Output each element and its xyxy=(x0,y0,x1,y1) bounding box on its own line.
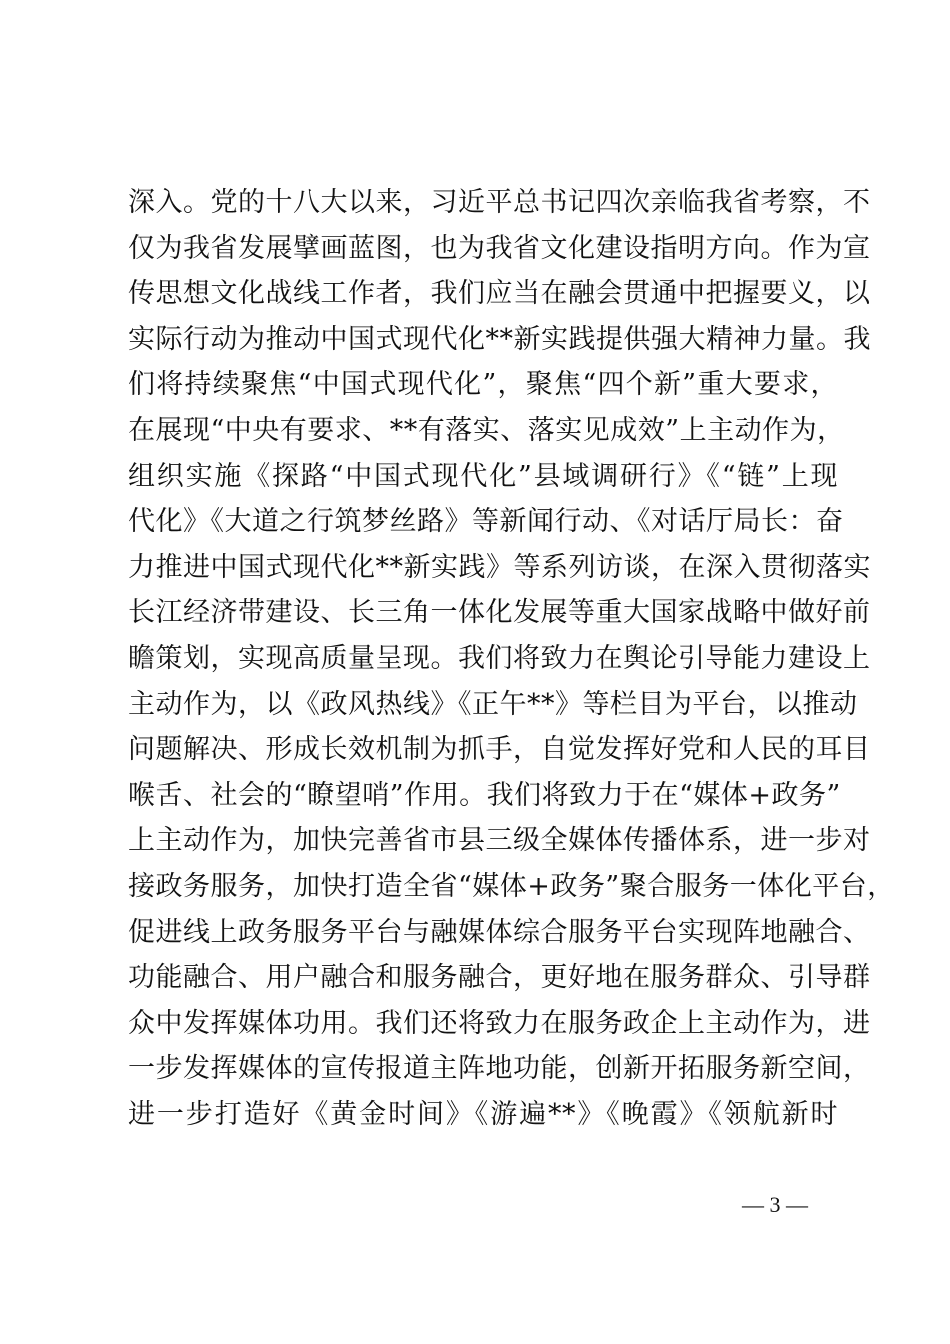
text-line: 进一步打造好《黄金时间》《游遍**》《晚霞》《领航新时 xyxy=(128,1098,838,1130)
text-line: 众中发挥媒体功用。我们还将致力在服务政企上主动作为，进 xyxy=(128,1007,871,1039)
text-line: 仅为我省发展擘画蓝图，也为我省文化建设指明方向。作为宣 xyxy=(128,232,871,264)
text-line: 在展现“中央有要求、**有落实、落实见成效”上主动作为， xyxy=(128,414,845,446)
text-line: 瞻策划，实现高质量呈现。我们将致力在舆论引导能力建设上 xyxy=(128,642,871,674)
text-line: 接政务服务，加快打造全省“媒体+政务”聚合服务一体化平台， xyxy=(128,870,895,902)
text-line: 深入。党的十八大以来，习近平总书记四次亲临我省考察，不 xyxy=(128,187,871,218)
text-line: 力推进中国式现代化**新实践》等系列访谈，在深入贯彻落实 xyxy=(128,551,871,583)
text-line: 传思想文化战线工作者，我们应当在融会贯通中把握要义，以 xyxy=(128,278,871,310)
text-line: 们将持续聚焦“中国式现代化”，聚焦“四个新”重大要求， xyxy=(128,369,838,401)
text-line: 代化》《大道之行筑梦丝路》等新闻行动、《对话厅局长：奋 xyxy=(128,506,844,538)
text-line: 长江经济带建设、长三角一体化发展等重大国家战略中做好前 xyxy=(128,597,871,629)
text-line: 一步发挥媒体的宣传报道主阵地功能，创新开拓服务新空间， xyxy=(128,1053,871,1085)
page-number: — 3 — xyxy=(742,1192,808,1217)
body-text xyxy=(128,180,895,1137)
text-line: 组织实施《探路“中国式现代化”县域调研行》《“链”上现 xyxy=(128,460,838,492)
text-line: 喉舌、社会的“瞭望哨”作用。我们将致力于在“媒体+政务” xyxy=(128,779,841,811)
text-line: 实际行动为推动中国式现代化**新实践提供强大精神力量。我 xyxy=(128,323,871,355)
text-line: 功能融合、用户融合和服务融合，更好地在服务群众、引导群 xyxy=(128,962,871,994)
text-line: 主动作为，以《政风热线》《正午**》等栏目为平台，以推动 xyxy=(128,688,858,720)
text-line: 促进线上政务服务平台与融媒体综合服务平台实现阵地融合、 xyxy=(128,916,871,948)
text-line: 上主动作为，加快完善省市县三级全媒体传播体系，进一步对 xyxy=(128,825,871,857)
text-line: 问题解决、形成长效机制为抓手，自觉发挥好党和人民的耳目 xyxy=(128,734,871,766)
